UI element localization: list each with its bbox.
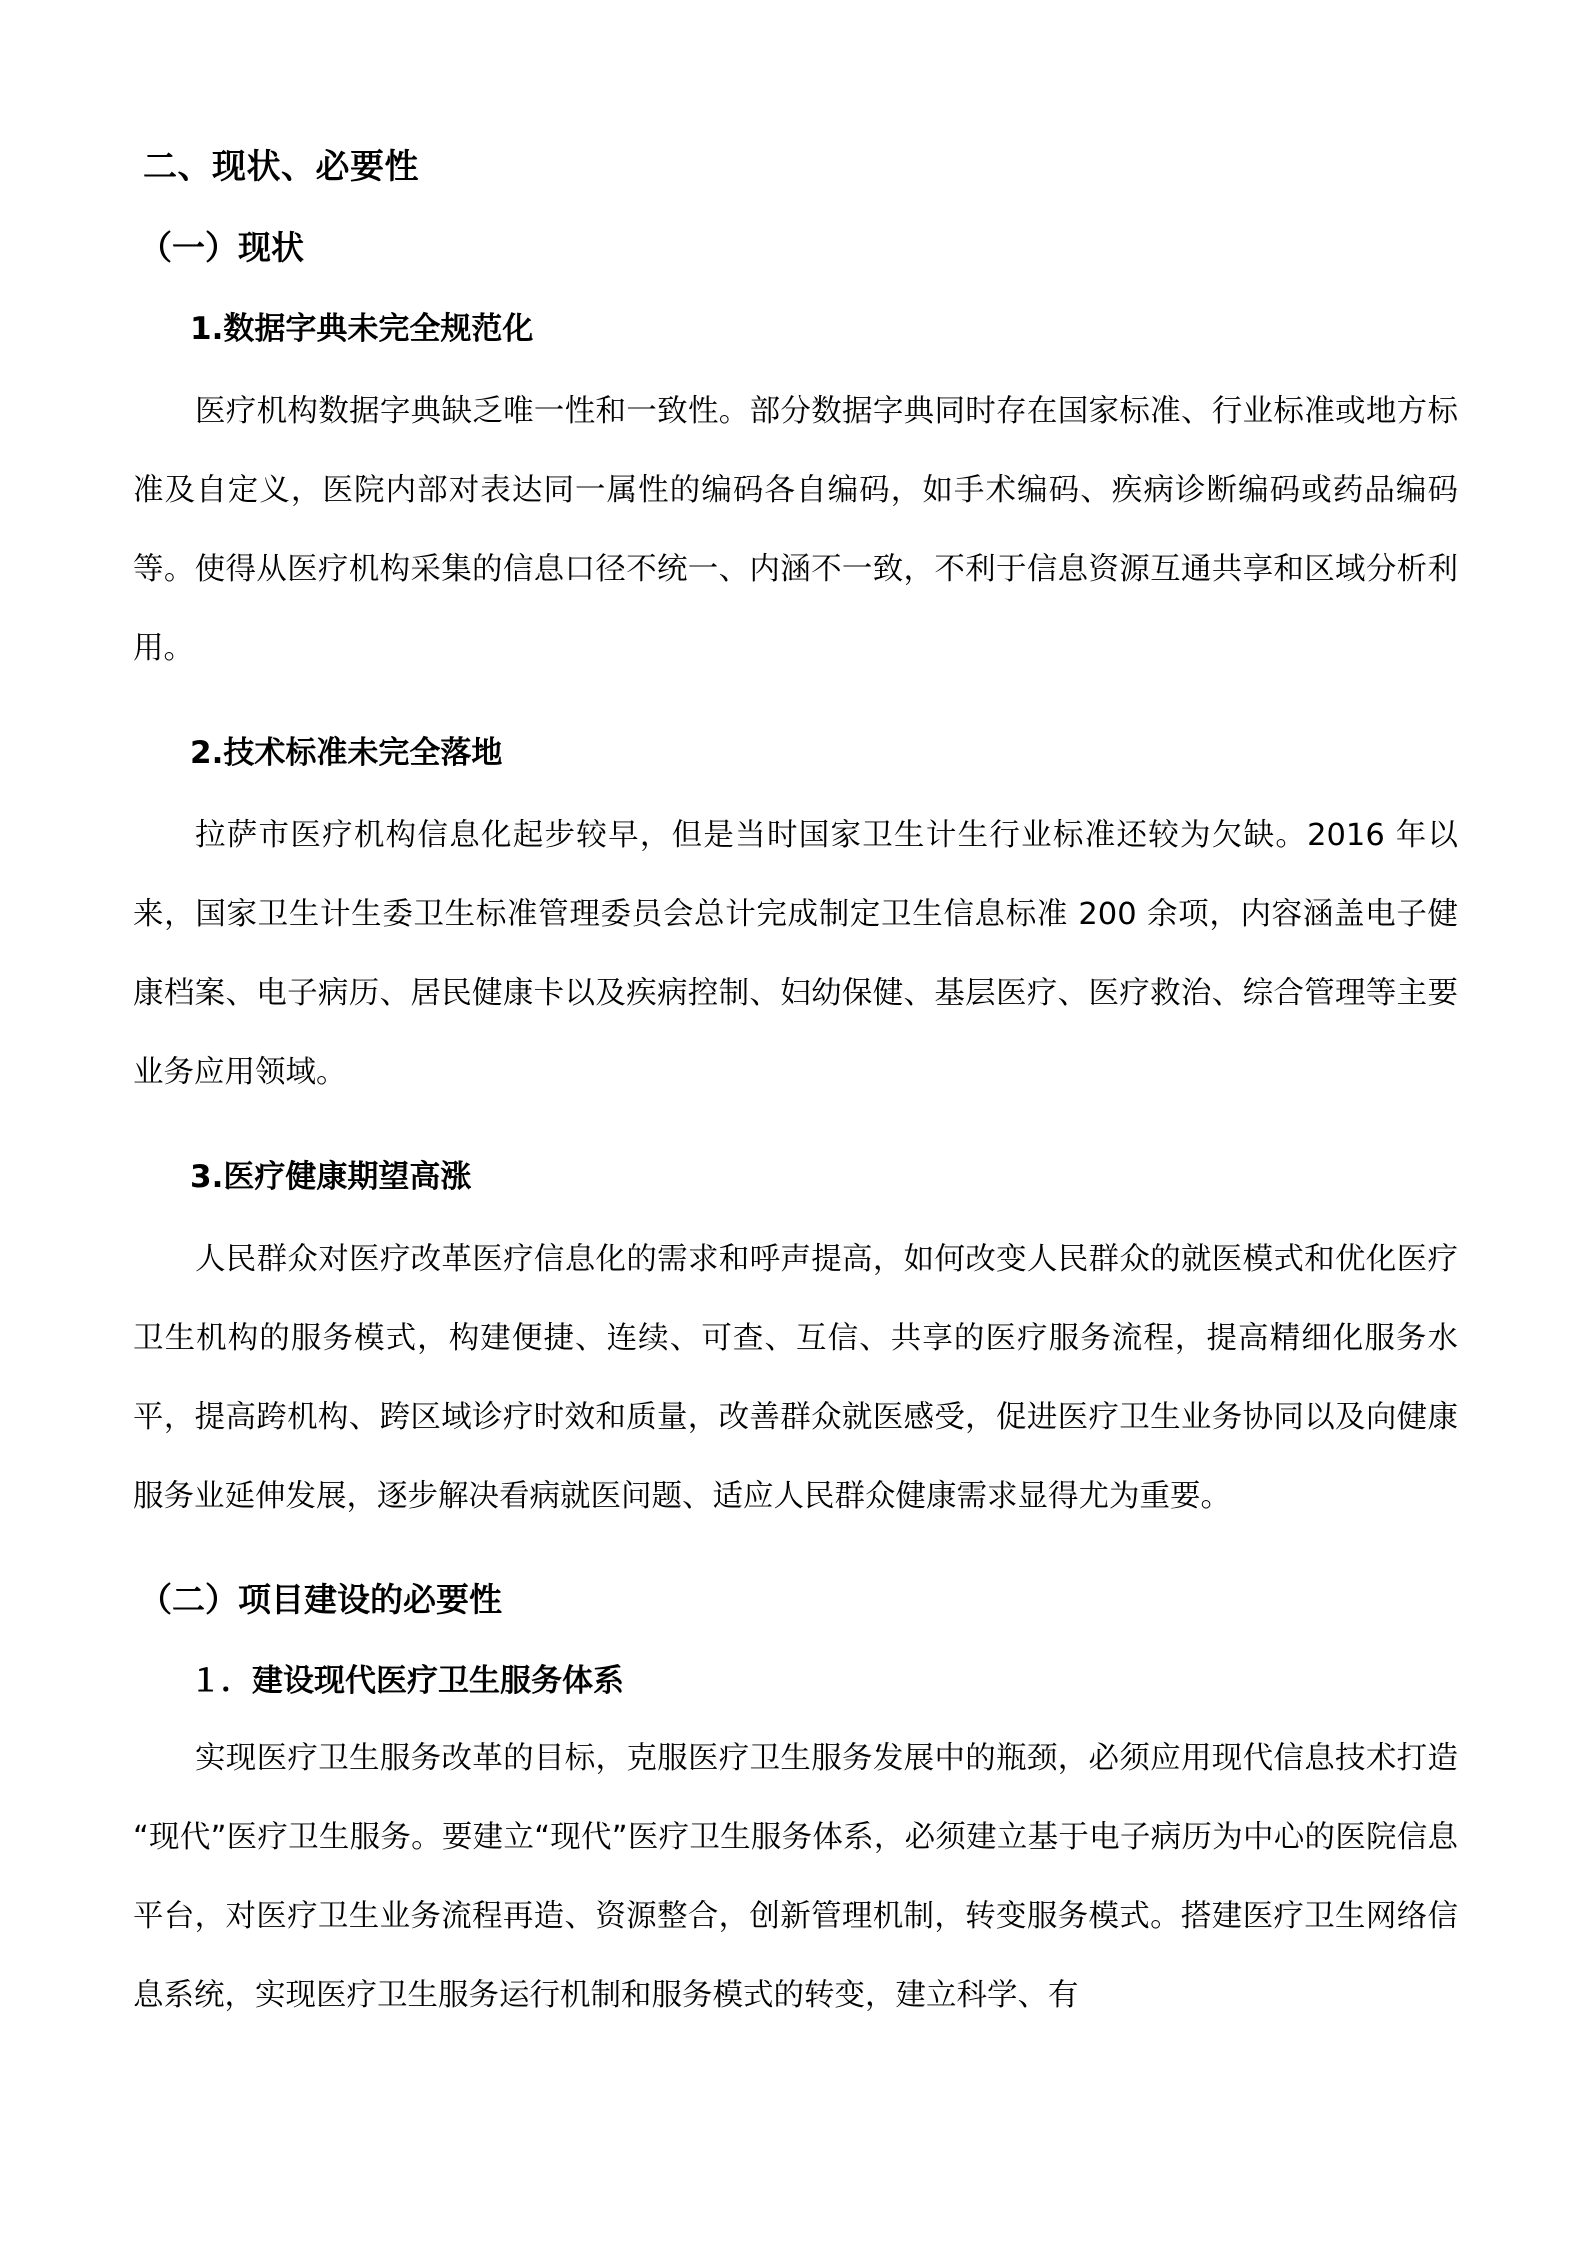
item-heading-technical-standards: 2.技术标准未完全落地 [190,735,503,771]
document-body [133,147,1463,2035]
paragraph-health-expectations: 人民群众对医疗改革医疗信息化的需求和呼声提高，如何改变人民群众的就医模式和优化医疗卫生机构的服务模式，构建便捷、连续、可查、互信、共享的医疗服务流程，提高精细化服务水平，提高跨机构、跨区域诊疗时效和质量，改善群众就医感受，促进医疗卫生业务协同以及向健康服务业延伸发展，逐步解决看病就医问题、适应人民群众健康需求显得尤为重要。 [133,1242,1458,1514]
item-heading-modern-health-service-system: １．建设现代医疗卫生服务体系 [190,1663,624,1699]
subsection-heading-current-status: （一）现状 [139,228,304,267]
paragraph-technical-standards: 拉萨市医疗机构信息化起步较早，但是当时国家卫生计生行业标准还较为欠缺。2016 年以来，国家卫生计生委卫生标准管理委员会总计完成制定卫生信息标准 200 余项，内容涵盖电子健康档案、电子病历、居民健康卡以及疾病控制、妇幼保健、基层医疗、医疗救治、综合管理等主要业务应用领域。 [133,818,1458,1090]
paragraph-modern-health-service-system: 实现医疗卫生服务改革的目标，克服医疗卫生服务发展中的瓶颈，必须应用现代信息技术打造“现代”医疗卫生服务。要建立“现代”医疗卫生服务体系，必须建立基于电子病历为中心的医院信息平台，对医疗卫生业务流程再造、资源整合，创新管理机制，转变服务模式。搭建医疗卫生网络信息系统，实现医疗卫生服务运行机制和服务模式的转变，建立科学、有 [133,1741,1458,2013]
section-heading-current-status-necessity: 二、现状、必要性 [143,147,419,187]
subsection-heading-project-necessity: （二）项目建设的必要性 [139,1580,502,1619]
paragraph-data-dictionary: 医疗机构数据字典缺乏唯一性和一致性。部分数据字典同时存在国家标准、行业标准或地方标准及自定义，医院内部对表达同一属性的编码各自编码，如手术编码、疾病诊断编码或药品编码等。使得从医疗机构采集的信息口径不统一、内涵不一致，不利于信息资源互通共享和区域分析利用。 [133,394,1458,666]
item-heading-health-expectations: 3.医疗健康期望高涨 [190,1159,472,1195]
item-heading-data-dictionary: 1.数据字典未完全规范化 [190,311,534,347]
